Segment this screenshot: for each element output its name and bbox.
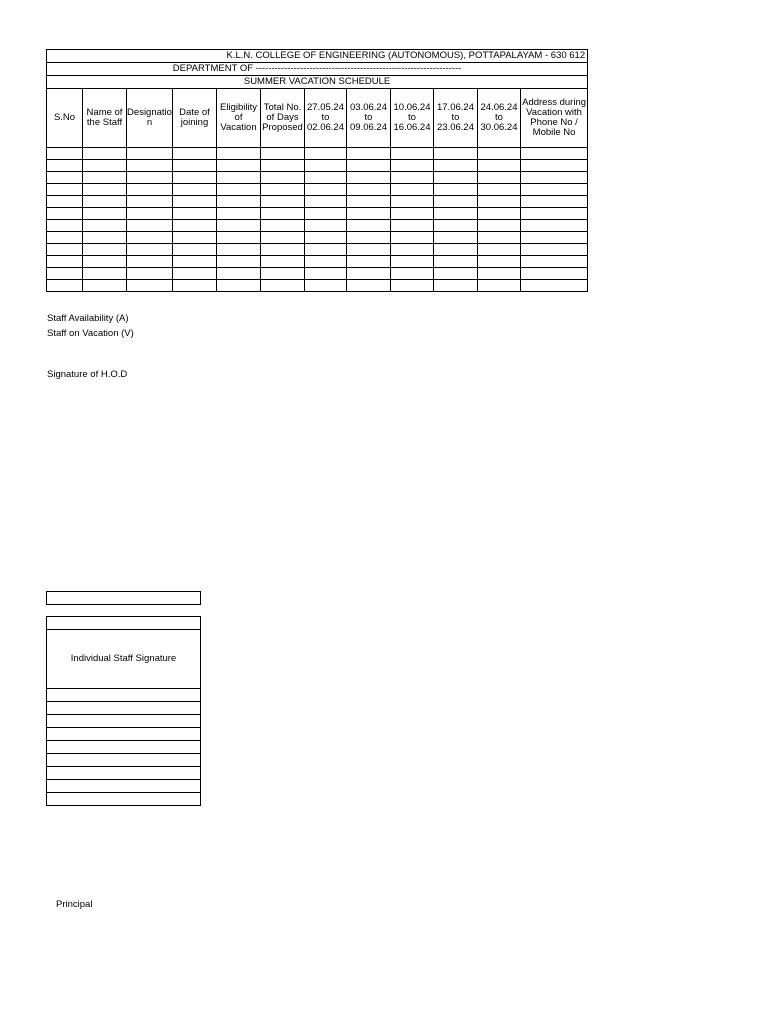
signature-row[interactable]	[47, 715, 201, 728]
signature-row[interactable]	[47, 780, 201, 793]
cell-week-1[interactable]	[305, 148, 347, 160]
table-row	[47, 232, 588, 244]
cell-week-3[interactable]	[391, 184, 434, 196]
signature-row[interactable]	[47, 767, 201, 780]
staff-signature-table	[46, 591, 201, 806]
cell-week-2[interactable]	[347, 280, 391, 292]
cell-week-5[interactable]	[478, 196, 521, 208]
signature-gap	[47, 605, 201, 617]
cell-week-1[interactable]	[305, 208, 347, 220]
cell-date-of-joining[interactable]	[173, 196, 217, 208]
cell-name[interactable]	[83, 160, 127, 172]
col-header-week-3: 10.06.24 to 16.06.24	[391, 89, 434, 148]
college-title: K.L.N. COLLEGE OF ENGINEERING (AUTONOMOUS), POTTAPALAYAM - 630 612	[47, 50, 588, 63]
cell-eligibility[interactable]	[217, 220, 261, 232]
department-title: DEPARTMENT OF -----------------------------------------------------------------	[47, 63, 588, 76]
cell-week-4[interactable]	[434, 244, 478, 256]
cell-address[interactable]	[521, 256, 588, 268]
table-row	[47, 256, 588, 268]
cell-week-3[interactable]	[391, 268, 434, 280]
cell-name[interactable]	[83, 148, 127, 160]
cell-eligibility[interactable]	[217, 280, 261, 292]
cell-week-3[interactable]	[391, 208, 434, 220]
cell-week-2[interactable]	[347, 208, 391, 220]
cell-week-5[interactable]	[478, 280, 521, 292]
cell-week-5[interactable]	[478, 220, 521, 232]
cell-designation[interactable]	[127, 160, 173, 172]
cell-sno[interactable]	[47, 220, 83, 232]
hod-signature-label: Signature of H.O.D	[47, 369, 128, 380]
cell-sno[interactable]	[47, 232, 83, 244]
cell-sno[interactable]	[47, 160, 83, 172]
cell-total-days[interactable]	[261, 196, 305, 208]
cell-week-4[interactable]	[434, 220, 478, 232]
cell-address[interactable]	[521, 184, 588, 196]
cell-date-of-joining[interactable]	[173, 160, 217, 172]
cell-week-2[interactable]	[347, 172, 391, 184]
cell-sno[interactable]	[47, 256, 83, 268]
cell-name[interactable]	[83, 208, 127, 220]
individual-staff-signature-label: Individual Staff Signature	[47, 630, 201, 689]
cell-week-4[interactable]	[434, 184, 478, 196]
table-row	[47, 184, 588, 196]
signature-row[interactable]	[47, 754, 201, 767]
staff-availability-label: Staff Availability (A)	[47, 313, 129, 324]
cell-week-5[interactable]	[478, 172, 521, 184]
cell-date-of-joining[interactable]	[173, 184, 217, 196]
cell-week-4[interactable]	[434, 268, 478, 280]
cell-address[interactable]	[521, 160, 588, 172]
cell-week-1[interactable]	[305, 220, 347, 232]
cell-total-days[interactable]	[261, 172, 305, 184]
cell-total-days[interactable]	[261, 160, 305, 172]
cell-week-4[interactable]	[434, 160, 478, 172]
schedule-title: SUMMER VACATION SCHEDULE	[47, 76, 588, 89]
table-row	[47, 148, 588, 160]
cell-total-days[interactable]	[261, 220, 305, 232]
cell-name[interactable]	[83, 220, 127, 232]
cell-week-3[interactable]	[391, 256, 434, 268]
staff-vacation-label: Staff on Vacation (V)	[47, 328, 134, 339]
cell-designation[interactable]	[127, 208, 173, 220]
col-header-sno: S.No	[47, 89, 83, 148]
cell-date-of-joining[interactable]	[173, 280, 217, 292]
cell-sno[interactable]	[47, 172, 83, 184]
cell-designation[interactable]	[127, 280, 173, 292]
cell-week-5[interactable]	[478, 184, 521, 196]
cell-address[interactable]	[521, 220, 588, 232]
cell-week-2[interactable]	[347, 244, 391, 256]
col-header-week-4: 17.06.24 to 23.06.24	[434, 89, 478, 148]
cell-week-2[interactable]	[347, 232, 391, 244]
cell-week-3[interactable]	[391, 196, 434, 208]
cell-name[interactable]	[83, 196, 127, 208]
table-row	[47, 244, 588, 256]
table-row	[47, 160, 588, 172]
cell-week-1[interactable]	[305, 184, 347, 196]
cell-eligibility[interactable]	[217, 172, 261, 184]
cell-week-2[interactable]	[347, 184, 391, 196]
cell-address[interactable]	[521, 208, 588, 220]
cell-name[interactable]	[83, 172, 127, 184]
cell-date-of-joining[interactable]	[173, 148, 217, 160]
table-row	[47, 220, 588, 232]
cell-week-5[interactable]	[478, 268, 521, 280]
signature-row[interactable]	[47, 728, 201, 741]
cell-week-2[interactable]	[347, 148, 391, 160]
cell-week-4[interactable]	[434, 280, 478, 292]
cell-designation[interactable]	[127, 196, 173, 208]
cell-week-5[interactable]	[478, 244, 521, 256]
cell-date-of-joining[interactable]	[173, 268, 217, 280]
cell-week-3[interactable]	[391, 232, 434, 244]
cell-date-of-joining[interactable]	[173, 220, 217, 232]
cell-week-3[interactable]	[391, 280, 434, 292]
cell-eligibility[interactable]	[217, 160, 261, 172]
cell-eligibility[interactable]	[217, 244, 261, 256]
cell-address[interactable]	[521, 268, 588, 280]
cell-total-days[interactable]	[261, 268, 305, 280]
cell-week-4[interactable]	[434, 196, 478, 208]
cell-date-of-joining[interactable]	[173, 208, 217, 220]
cell-address[interactable]	[521, 148, 588, 160]
cell-week-1[interactable]	[305, 172, 347, 184]
signature-row[interactable]	[47, 592, 201, 605]
cell-sno[interactable]	[47, 268, 83, 280]
col-header-name: Name of the Staff	[83, 89, 127, 148]
cell-designation[interactable]	[127, 148, 173, 160]
cell-sno[interactable]	[47, 208, 83, 220]
cell-address[interactable]	[521, 280, 588, 292]
cell-eligibility[interactable]	[217, 268, 261, 280]
cell-address[interactable]	[521, 232, 588, 244]
cell-sno[interactable]	[47, 196, 83, 208]
cell-address[interactable]	[521, 196, 588, 208]
cell-name[interactable]	[83, 232, 127, 244]
col-header-eligibility: Eligibility of Vacation	[217, 89, 261, 148]
cell-week-2[interactable]	[347, 196, 391, 208]
cell-week-1[interactable]	[305, 232, 347, 244]
table-row	[47, 280, 588, 292]
cell-date-of-joining[interactable]	[173, 232, 217, 244]
cell-week-3[interactable]	[391, 244, 434, 256]
cell-week-3[interactable]	[391, 148, 434, 160]
cell-eligibility[interactable]	[217, 256, 261, 268]
cell-name[interactable]	[83, 256, 127, 268]
cell-date-of-joining[interactable]	[173, 244, 217, 256]
cell-designation[interactable]	[127, 172, 173, 184]
cell-total-days[interactable]	[261, 184, 305, 196]
cell-week-3[interactable]	[391, 160, 434, 172]
cell-week-4[interactable]	[434, 256, 478, 268]
cell-week-1[interactable]	[305, 244, 347, 256]
cell-name[interactable]	[83, 268, 127, 280]
cell-designation[interactable]	[127, 268, 173, 280]
cell-total-days[interactable]	[261, 280, 305, 292]
cell-eligibility[interactable]	[217, 148, 261, 160]
col-header-week-2: 03.06.24 to 09.06.24	[347, 89, 391, 148]
cell-sno[interactable]	[47, 280, 83, 292]
cell-address[interactable]	[521, 244, 588, 256]
cell-date-of-joining[interactable]	[173, 172, 217, 184]
cell-week-1[interactable]	[305, 268, 347, 280]
cell-week-2[interactable]	[347, 160, 391, 172]
cell-week-1[interactable]	[305, 280, 347, 292]
signature-row[interactable]	[47, 741, 201, 754]
vacation-schedule-table	[46, 49, 588, 292]
cell-name[interactable]	[83, 280, 127, 292]
cell-week-5[interactable]	[478, 148, 521, 160]
column-header-row	[47, 89, 588, 148]
cell-week-3[interactable]	[391, 172, 434, 184]
col-header-week-5: 24.06.24 to 30.06.24	[478, 89, 521, 148]
cell-week-2[interactable]	[347, 268, 391, 280]
cell-designation[interactable]	[127, 184, 173, 196]
cell-sno[interactable]	[47, 184, 83, 196]
cell-total-days[interactable]	[261, 232, 305, 244]
col-header-address: Address during Vacation with Phone No / Mobile No	[521, 89, 588, 148]
cell-designation[interactable]	[127, 256, 173, 268]
cell-designation[interactable]	[127, 244, 173, 256]
cell-week-1[interactable]	[305, 196, 347, 208]
cell-total-days[interactable]	[261, 244, 305, 256]
cell-date-of-joining[interactable]	[173, 256, 217, 268]
signature-row[interactable]	[47, 617, 201, 630]
signature-row[interactable]	[47, 702, 201, 715]
cell-week-4[interactable]	[434, 232, 478, 244]
cell-week-5[interactable]	[478, 256, 521, 268]
cell-week-4[interactable]	[434, 208, 478, 220]
col-header-total-days: Total No. of Days Proposed	[261, 89, 305, 148]
table-row	[47, 208, 588, 220]
table-row	[47, 196, 588, 208]
cell-week-3[interactable]	[391, 220, 434, 232]
cell-week-5[interactable]	[478, 208, 521, 220]
table-row	[47, 268, 588, 280]
cell-total-days[interactable]	[261, 208, 305, 220]
cell-eligibility[interactable]	[217, 196, 261, 208]
col-header-designation: Designatio n	[127, 89, 173, 148]
cell-name[interactable]	[83, 184, 127, 196]
signature-row[interactable]	[47, 793, 201, 806]
cell-week-1[interactable]	[305, 256, 347, 268]
cell-sno[interactable]	[47, 148, 83, 160]
cell-week-4[interactable]	[434, 172, 478, 184]
cell-week-5[interactable]	[478, 232, 521, 244]
cell-week-5[interactable]	[478, 160, 521, 172]
cell-week-2[interactable]	[347, 256, 391, 268]
cell-total-days[interactable]	[261, 148, 305, 160]
cell-name[interactable]	[83, 244, 127, 256]
cell-week-4[interactable]	[434, 148, 478, 160]
cell-designation[interactable]	[127, 220, 173, 232]
cell-week-1[interactable]	[305, 160, 347, 172]
signature-row[interactable]	[47, 689, 201, 702]
cell-sno[interactable]	[47, 244, 83, 256]
cell-eligibility[interactable]	[217, 184, 261, 196]
cell-designation[interactable]	[127, 232, 173, 244]
cell-total-days[interactable]	[261, 256, 305, 268]
cell-address[interactable]	[521, 172, 588, 184]
table-row	[47, 172, 588, 184]
principal-label: Principal	[56, 899, 93, 910]
col-header-date-of-joining: Date of joining	[173, 89, 217, 148]
cell-eligibility[interactable]	[217, 232, 261, 244]
cell-eligibility[interactable]	[217, 208, 261, 220]
cell-week-2[interactable]	[347, 220, 391, 232]
col-header-week-1: 27.05.24 to 02.06.24	[305, 89, 347, 148]
